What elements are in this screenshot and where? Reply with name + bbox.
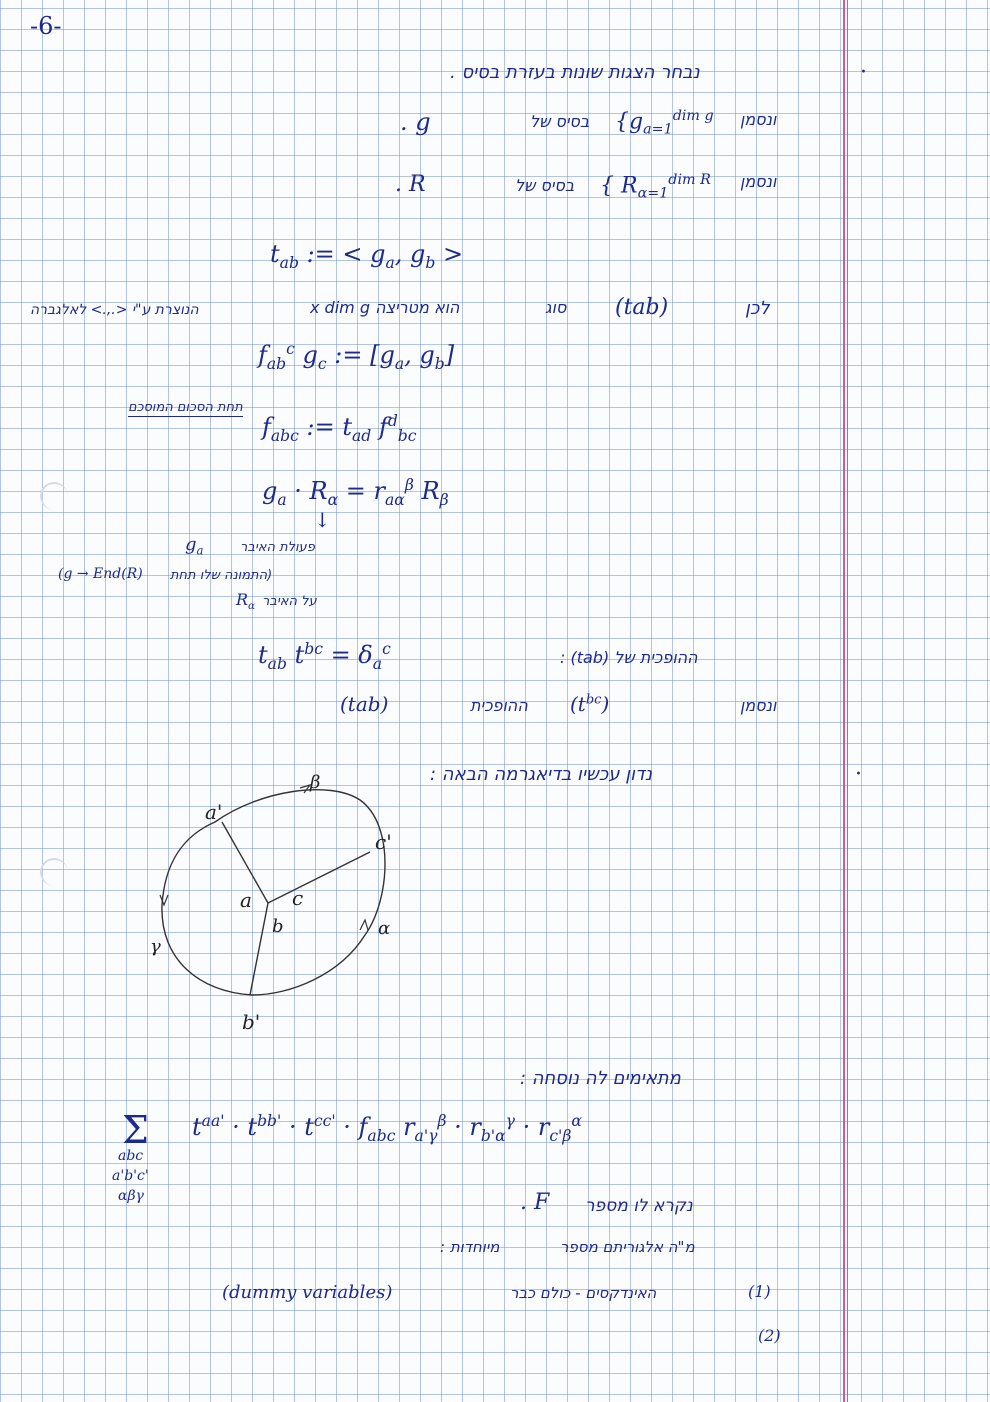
diagram-arrow-alpha	[360, 920, 368, 930]
inverse-equation: $t_{ab}$ $t^{bc} = \delta_a^c$	[258, 640, 391, 673]
definition-tab: $t_{ab}$ := < $g_a$, $g_b$ >	[270, 240, 464, 272]
label-b: b	[272, 916, 284, 937]
diagram-outer-loop	[162, 790, 385, 995]
discuss-diagram: נדון עכשיו בדיאגרמה הבאה :	[430, 764, 653, 785]
sum-symbol: Σ	[122, 1108, 149, 1152]
label-c: c	[292, 886, 304, 910]
down-arrow: ↓	[314, 508, 331, 532]
sum-index-1: abc	[118, 1148, 144, 1164]
label-c-prime: c'	[375, 830, 392, 854]
type-word: סוג	[545, 298, 567, 317]
note-action-of: פעולת האיבר	[240, 540, 315, 555]
dummy-variables: (dummy variables)	[222, 1282, 393, 1303]
item-1: (1)	[748, 1282, 771, 1301]
f-abc-definition: $f_{abc}$ := $t_{ad}$ $f^d_{bc}$	[262, 412, 417, 445]
inverse-word: ההופכית	[470, 696, 528, 715]
structure-constants: $f_{ab}^c$ $g_c$ := [$g_a$, $g_b$]	[258, 340, 455, 373]
special-word: מיוחדות :	[440, 1238, 500, 1256]
action-equation: $g_a \cdot R_\alpha = r_{a\alpha}^\beta$ $R_\beta$	[262, 476, 449, 509]
summation-convention-note: תחת הסכום המוסכם	[128, 400, 243, 415]
label-beta: β	[310, 772, 321, 793]
assign-formula: מתאימים לה נוסחה :	[520, 1068, 681, 1089]
matrix-dim: הוא מטריצה x dim g	[310, 298, 460, 317]
line-denote-1: ונסמן	[740, 110, 777, 129]
note-r: $R_\alpha$	[236, 590, 256, 613]
tab-paren-2: (tab)	[340, 692, 389, 716]
tab-paren: (tab)	[615, 295, 669, 320]
label-a: a	[240, 888, 252, 912]
indices-all: האינדקסים - כולם כבר	[510, 1284, 657, 1302]
inverse-of: : (tab) ההופכית של	[560, 648, 698, 667]
diagram-arrow-gamma	[160, 895, 168, 905]
basis-of-1: בסיס של	[530, 112, 590, 131]
bullet-1: ·	[860, 60, 867, 85]
t-bc: $(t^{bc})$	[570, 692, 610, 716]
generated-by-form: הנוצרת ע"י <.,.> לאלגברה	[30, 302, 199, 318]
item-2: (2)	[758, 1326, 781, 1345]
therefore: לכן	[745, 298, 770, 319]
page-number: -6-	[30, 12, 62, 40]
basis-g: {$g_{a=1}^{dim g}$	[615, 108, 714, 138]
sum-index-3: αβγ	[118, 1188, 144, 1204]
label-a-prime: a'	[205, 800, 223, 824]
line-denote-2: ונסמן	[740, 172, 777, 191]
diagram-arrow-beta	[300, 785, 310, 793]
call-it-number: נקרא לו מספר	[585, 1196, 693, 1216]
diagram-edge-b	[250, 903, 268, 995]
sum-index-2: a'b'c'	[112, 1168, 149, 1184]
special-properties: מ"ה אלגוריתם מספר	[560, 1238, 695, 1256]
f-symbol: . F	[520, 1190, 550, 1215]
line-denote-3: ונסמן	[740, 696, 777, 715]
diagram-formula: $t^{aa'} \cdot t^{bb'} \cdot t^{cc'} \cdot f_{abc}$ $r_{a'\gamma}^\beta \cdot r_{b'\alpha}^\gamma \cdot r_{c'\beta}^\alpha$	[192, 1112, 582, 1145]
bullet-2: ·	[855, 762, 862, 787]
diagram-edge-c	[268, 852, 370, 903]
note-on-element: על האיבר	[262, 594, 317, 609]
note-map: (g → End(R)	[58, 566, 143, 582]
basis-r: { $R_{\alpha=1}^{dim R}$	[600, 172, 711, 202]
line-choose-basis: נבחר הצגות שונות בעזרת בסיס .	[450, 62, 700, 83]
label-b-prime: b'	[242, 1010, 261, 1034]
label-alpha: α	[378, 918, 391, 939]
r-symbol: . R	[395, 172, 426, 197]
basis-of-2: בסיס של	[515, 176, 575, 195]
label-gamma: γ	[150, 936, 161, 957]
g-symbol: . g	[400, 108, 431, 136]
note-ga: $g_a$	[185, 534, 204, 558]
note-image-under: (התמונה שלו תחת	[170, 568, 273, 583]
